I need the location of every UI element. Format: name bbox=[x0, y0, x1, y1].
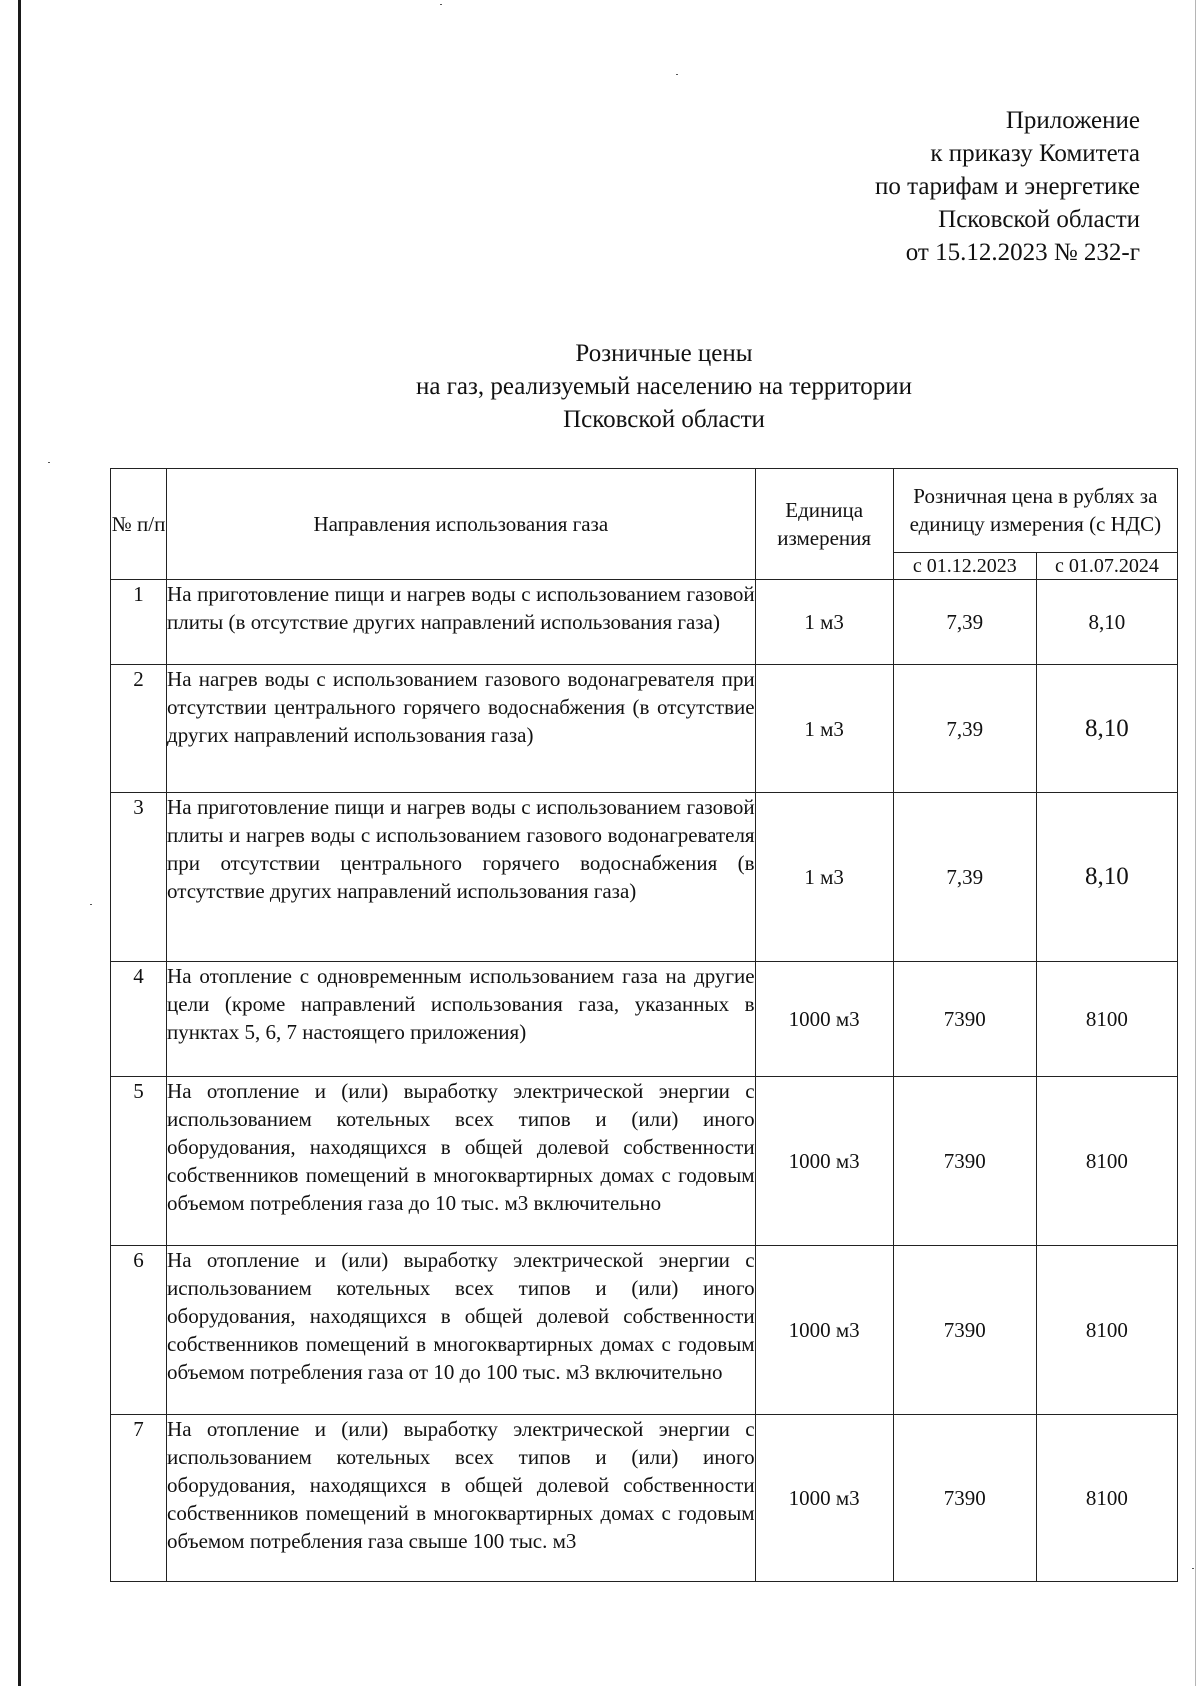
price-2024: 8,10 bbox=[1036, 665, 1177, 793]
unit-of-measure: 1000 м3 bbox=[755, 1246, 893, 1415]
header-retail-price: Розничная цена в рублях за единицу измерения (с НДС) bbox=[893, 469, 1177, 553]
price-table bbox=[110, 468, 1178, 1582]
row-number: 4 bbox=[111, 962, 167, 1077]
gas-use-direction: На приготовление пищи и нагрев воды с использованием газовой плиты (в отсутствие других направлений использования газа) bbox=[167, 580, 756, 665]
header-date-2023: с 01.12.2023 bbox=[893, 552, 1036, 579]
scan-speck bbox=[440, 4, 442, 5]
table-row bbox=[111, 793, 1178, 962]
row-number: 1 bbox=[111, 580, 167, 665]
row-number: 5 bbox=[111, 1077, 167, 1246]
price-2023: 7390 bbox=[893, 1077, 1036, 1246]
appendix-line: по тарифам и энергетике bbox=[875, 173, 1140, 200]
appendix-block bbox=[720, 104, 1140, 269]
unit-of-measure: 1000 м3 bbox=[755, 1415, 893, 1582]
unit-of-measure: 1000 м3 bbox=[755, 1077, 893, 1246]
table-row bbox=[111, 1077, 1178, 1246]
price-2023: 7,39 bbox=[893, 793, 1036, 962]
unit-of-measure: 1 м3 bbox=[755, 580, 893, 665]
gas-use-direction: На отопление и (или) выработку электрической энергии с использованием котельных всех типов и (или) иного оборудования, находящихся в общей долевой собственности собственников помещений в многоквартирных домах с годовым объемом потребления газа от 10 до 100 тыс. м3 включительно bbox=[167, 1246, 756, 1415]
gas-use-direction: На нагрев воды с использованием газового водонагревателя при отсутствии центрального горячего водоснабжения (в отсутствие других направлений использования газа) bbox=[167, 665, 756, 793]
header-date-2024: с 01.07.2024 bbox=[1036, 552, 1177, 579]
appendix-line: к приказу Комитета bbox=[930, 140, 1140, 167]
unit-of-measure: 1 м3 bbox=[755, 793, 893, 962]
scan-speck bbox=[1192, 1568, 1194, 1569]
scan-edge-left bbox=[18, 0, 21, 1686]
scan-speck bbox=[676, 74, 678, 75]
gas-use-direction: На отопление и (или) выработку электрической энергии с использованием котельных всех типов и (или) иного оборудования, находящихся в общей долевой собственности собственников помещений в многоквартирных домах с годовым объемом потребления газа до 10 тыс. м3 включительно bbox=[167, 1077, 756, 1246]
price-2024: 8100 bbox=[1036, 1415, 1177, 1582]
document-title bbox=[110, 337, 1200, 436]
price-2023: 7390 bbox=[893, 962, 1036, 1077]
price-2024: 8100 bbox=[1036, 1246, 1177, 1415]
price-2024: 8100 bbox=[1036, 962, 1177, 1077]
header-unit: Единица измерения bbox=[755, 469, 893, 580]
price-2024: 8,10 bbox=[1036, 580, 1177, 665]
table-row bbox=[111, 1415, 1178, 1582]
row-number: 6 bbox=[111, 1246, 167, 1415]
appendix-line: Приложение bbox=[1005, 107, 1140, 134]
header-direction: Направления использования газа bbox=[167, 469, 756, 580]
scan-speck bbox=[48, 462, 50, 463]
row-number: 7 bbox=[111, 1415, 167, 1582]
price-2024: 8100 bbox=[1036, 1077, 1177, 1246]
header-row-number: № п/п bbox=[111, 469, 167, 580]
title-line: Розничные цены bbox=[575, 340, 753, 367]
table-row bbox=[111, 580, 1178, 665]
gas-use-direction: На приготовление пищи и нагрев воды с использованием газовой плиты и нагрев воды с использованием газового водонагревателя при отсутствии центрального горячего водоснабжения (в отсутствие других направлений использования газа) bbox=[167, 793, 756, 962]
gas-use-direction: На отопление с одновременным использованием газа на другие цели (кроме направлений использования газа, указанных в пунктах 5, 6, 7 настоящего приложения) bbox=[167, 962, 756, 1077]
price-2023: 7390 bbox=[893, 1246, 1036, 1415]
row-number: 3 bbox=[111, 793, 167, 962]
unit-of-measure: 1000 м3 bbox=[755, 962, 893, 1077]
scan-speck bbox=[90, 904, 92, 905]
price-2023: 7,39 bbox=[893, 580, 1036, 665]
price-2023: 7,39 bbox=[893, 665, 1036, 793]
table-row bbox=[111, 1246, 1178, 1415]
appendix-line: Псковской области bbox=[938, 206, 1140, 233]
title-line: Псковской области bbox=[563, 406, 765, 433]
appendix-line: от 15.12.2023 № 232-г bbox=[905, 239, 1140, 266]
price-2024: 8,10 bbox=[1036, 793, 1177, 962]
table-row bbox=[111, 962, 1178, 1077]
scan-edge-right bbox=[1195, 0, 1196, 1686]
unit-of-measure: 1 м3 bbox=[755, 665, 893, 793]
row-number: 2 bbox=[111, 665, 167, 793]
price-2023: 7390 bbox=[893, 1415, 1036, 1582]
title-line: на газ, реализуемый населению на территории bbox=[415, 373, 913, 400]
gas-use-direction: На отопление и (или) выработку электрической энергии с использованием котельных всех типов и (или) иного оборудования, находящихся в общей долевой собственности собственников помещений в многоквартирных домах с годовым объемом потребления газа свыше 100 тыс. м3 bbox=[167, 1415, 756, 1582]
table-row bbox=[111, 665, 1178, 793]
